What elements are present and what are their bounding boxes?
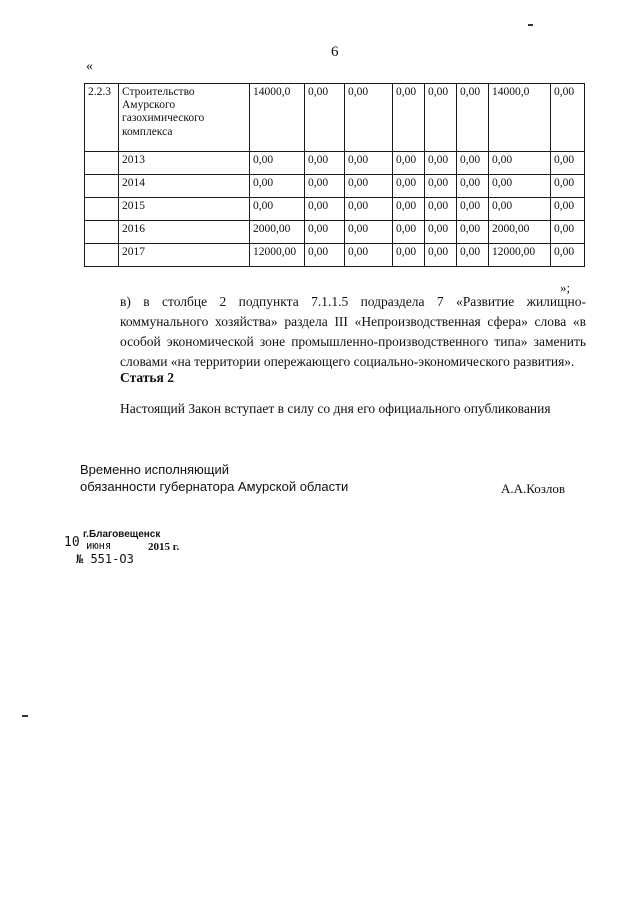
value-cell: 2000,00: [489, 221, 551, 244]
row-number-cell: [85, 175, 119, 198]
value-cell: 0,00: [393, 244, 425, 267]
year-cell: 2017: [119, 244, 250, 267]
value-cell: 0,00: [457, 152, 489, 175]
value-cell: 0,00: [345, 175, 393, 198]
closing-quote: »;: [560, 280, 571, 295]
date-day: 10: [64, 535, 80, 550]
signer-role-line2: обязанности губернатора Амурской области: [80, 479, 349, 494]
law-number: № 551-ОЗ: [76, 552, 134, 566]
item-name-cell: Строительство Амурского газохимического комплекса: [119, 84, 250, 152]
table-row: [85, 84, 585, 152]
value-cell: 0,00: [345, 198, 393, 221]
value-cell: 0,00: [489, 152, 551, 175]
table-row: [85, 198, 585, 221]
budget-table: [84, 83, 585, 267]
city-stamp: г.Благовещенск: [83, 529, 161, 540]
scan-artifact: [22, 715, 28, 717]
value-cell: 12000,00: [250, 244, 305, 267]
value-cell: 0,00: [393, 221, 425, 244]
table-row: [85, 152, 585, 175]
value-cell: 0,00: [551, 198, 585, 221]
value-cell: 0,00: [393, 152, 425, 175]
value-cell: 0,00: [250, 198, 305, 221]
value-cell: 0,00: [393, 84, 425, 152]
table-row: [85, 175, 585, 198]
value-cell: 0,00: [551, 175, 585, 198]
value-cell: 0,00: [305, 175, 345, 198]
value-cell: 0,00: [425, 152, 457, 175]
value-cell: 14000,0: [250, 84, 305, 152]
value-cell: 0,00: [425, 198, 457, 221]
value-cell: 0,00: [345, 152, 393, 175]
article-title: Статья 2: [120, 370, 174, 385]
amendment-paragraph: в) в столбце 2 подпункта 7.1.1.5 подраздела 7 «Развитие жилищно-коммунального хозяйства» раздела III «Непроизводственная сфера» слова «в особой экономической зоне промышленно-производственного типа» заменить словами «на территории опережающего социально-экономического развития».: [120, 294, 586, 369]
row-number-cell: [85, 198, 119, 221]
value-cell: 0,00: [425, 175, 457, 198]
value-cell: 0,00: [345, 84, 393, 152]
value-cell: 0,00: [457, 221, 489, 244]
value-cell: 0,00: [305, 244, 345, 267]
page-number: 6: [331, 44, 339, 60]
value-cell: 0,00: [489, 198, 551, 221]
row-number-cell: [85, 152, 119, 175]
year-cell: 2013: [119, 152, 250, 175]
value-cell: 2000,00: [250, 221, 305, 244]
value-cell: 0,00: [551, 221, 585, 244]
signer-role-line1: Временно исполняющий: [80, 462, 230, 477]
value-cell: 12000,00: [489, 244, 551, 267]
opening-quote: «: [86, 59, 93, 74]
row-number-cell: 2.2.3: [85, 84, 119, 152]
value-cell: 0,00: [489, 175, 551, 198]
row-number-cell: [85, 244, 119, 267]
value-cell: 0,00: [250, 152, 305, 175]
value-cell: 0,00: [250, 175, 305, 198]
value-cell: 0,00: [305, 84, 345, 152]
value-cell: 0,00: [345, 221, 393, 244]
value-cell: 0,00: [551, 152, 585, 175]
value-cell: 0,00: [457, 84, 489, 152]
value-cell: 0,00: [457, 175, 489, 198]
value-cell: 0,00: [457, 198, 489, 221]
value-cell: 0,00: [551, 84, 585, 152]
article-text: Настоящий Закон вступает в силу со дня его официального опубликования: [120, 401, 551, 416]
value-cell: 0,00: [425, 84, 457, 152]
table-row: [85, 221, 585, 244]
value-cell: 0,00: [457, 244, 489, 267]
value-cell: 0,00: [305, 198, 345, 221]
date-year: 2015 г.: [148, 541, 180, 553]
year-cell: 2016: [119, 221, 250, 244]
signer-name: А.А.Козлов: [501, 481, 566, 496]
value-cell: 0,00: [551, 244, 585, 267]
value-cell: 0,00: [305, 221, 345, 244]
scan-artifact: [528, 24, 533, 26]
year-cell: 2014: [119, 175, 250, 198]
value-cell: 0,00: [425, 221, 457, 244]
date-month: июня: [86, 540, 112, 552]
value-cell: 14000,0: [489, 84, 551, 152]
row-number-cell: [85, 221, 119, 244]
value-cell: 0,00: [305, 152, 345, 175]
table-row: [85, 244, 585, 267]
year-cell: 2015: [119, 198, 250, 221]
value-cell: 0,00: [425, 244, 457, 267]
value-cell: 0,00: [345, 244, 393, 267]
value-cell: 0,00: [393, 198, 425, 221]
value-cell: 0,00: [393, 175, 425, 198]
